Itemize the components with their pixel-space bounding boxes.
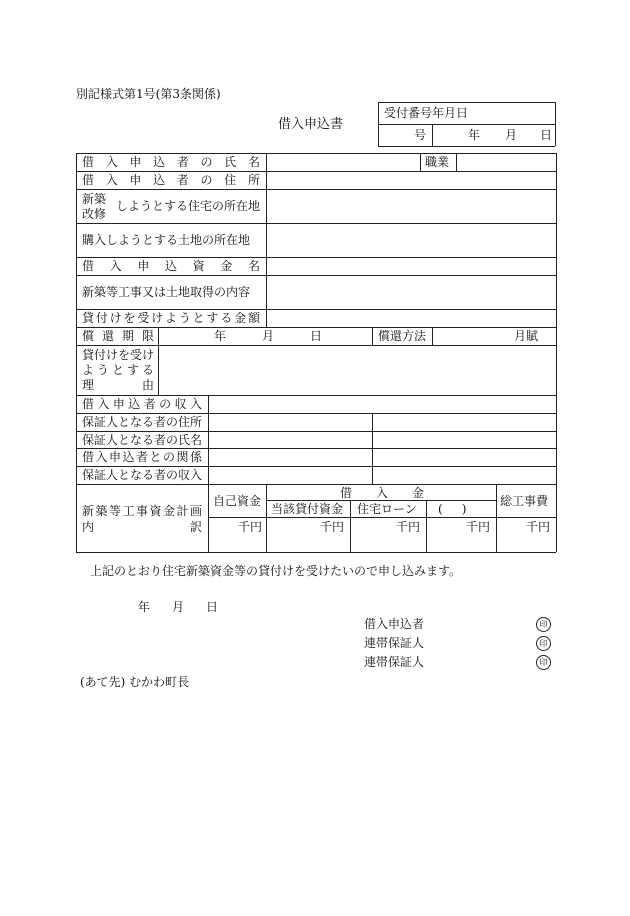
reception-year: 年 bbox=[468, 128, 481, 142]
label-guarantor-name: 保証人となる者の氏名 bbox=[82, 433, 203, 447]
addressee: (あて先) むかわ町長 bbox=[80, 675, 190, 689]
header-other: ( ) bbox=[438, 502, 467, 516]
reception-day: 日 bbox=[540, 128, 553, 142]
label-work-content: 新築等工事又は土地取得の内容 bbox=[82, 285, 251, 299]
label-repayment-period: 償還期限 bbox=[82, 329, 154, 343]
page-title: 借入申込書 bbox=[278, 117, 344, 132]
label-reason-1: 貸付けを受け bbox=[82, 348, 155, 362]
date-day: 日 bbox=[206, 600, 219, 614]
label-reason-2: ようとする bbox=[82, 363, 154, 377]
statement: 上記のとおり住宅新築資金等の貸付けを受けたいので申し込みます。 bbox=[90, 564, 462, 578]
label-loan-amount: 貸付けを受けようとする金額 bbox=[82, 311, 260, 325]
label-guarantor-income: 保証人となる者の収入 bbox=[82, 468, 203, 482]
guarantor-1-label: 連帯保証人 bbox=[364, 636, 425, 650]
unit-current-loan: 千円 bbox=[320, 520, 345, 534]
period-year: 年 bbox=[214, 329, 227, 343]
header-housing-loan: 住宅ローン bbox=[357, 502, 417, 516]
unit-total-cost: 千円 bbox=[526, 520, 551, 534]
label-house-location: しようとする住宅の所在地 bbox=[116, 199, 261, 213]
guarantor-2-label: 連帯保証人 bbox=[364, 655, 425, 669]
reception-number-suffix: 号 bbox=[414, 128, 427, 142]
label-loan-fund-name: 借入申込資金名 bbox=[82, 259, 260, 273]
header-borrowing: 借入金 bbox=[340, 486, 424, 500]
reception-label: 受付番号年月日 bbox=[384, 106, 469, 120]
seal-icon: 印 bbox=[536, 636, 551, 651]
label-applicant-name: 借入申込者の氏名 bbox=[82, 155, 260, 169]
label-repayment-method: 償還方法 bbox=[378, 329, 427, 343]
unit-other: 千円 bbox=[466, 520, 491, 534]
label-relation: 借入申込者との関係 bbox=[82, 450, 202, 464]
unit-housing-loan: 千円 bbox=[396, 520, 421, 534]
seal-icon: 印 bbox=[536, 617, 551, 632]
label-new-build: 新築 bbox=[82, 192, 107, 206]
label-breakdown: 内訳 bbox=[82, 520, 202, 534]
applicant-signature-label: 借入申込者 bbox=[364, 617, 425, 631]
header-own-funds: 自己資金 bbox=[213, 494, 262, 508]
date-year: 年 bbox=[138, 600, 151, 614]
period-day: 日 bbox=[310, 329, 323, 343]
header-total-cost: 総工事費 bbox=[500, 494, 549, 508]
label-plan: 新築等工事資金計画 bbox=[82, 504, 202, 518]
seal-icon: 印 bbox=[536, 655, 551, 670]
unit-own-funds: 千円 bbox=[238, 520, 263, 534]
form-number: 別記様式第1号(第3条関係) bbox=[76, 87, 221, 101]
date-month: 月 bbox=[172, 600, 185, 614]
label-guarantor-address: 保証人となる者の住所 bbox=[82, 415, 203, 429]
label-reason-3: 理由 bbox=[82, 378, 154, 392]
label-land-location: 購入しようとする土地の所在地 bbox=[82, 233, 251, 247]
label-applicant-income: 借入申込者の収入 bbox=[82, 397, 202, 411]
reception-month: 月 bbox=[505, 128, 518, 142]
monthly-installment: 月賦 bbox=[514, 329, 539, 343]
header-current-loan: 当該貸付資金 bbox=[271, 502, 344, 516]
period-month: 月 bbox=[262, 329, 275, 343]
label-occupation: 職業 bbox=[425, 155, 450, 169]
label-renovation: 改修 bbox=[82, 207, 107, 221]
label-applicant-address: 借入申込者の住所 bbox=[82, 173, 260, 187]
